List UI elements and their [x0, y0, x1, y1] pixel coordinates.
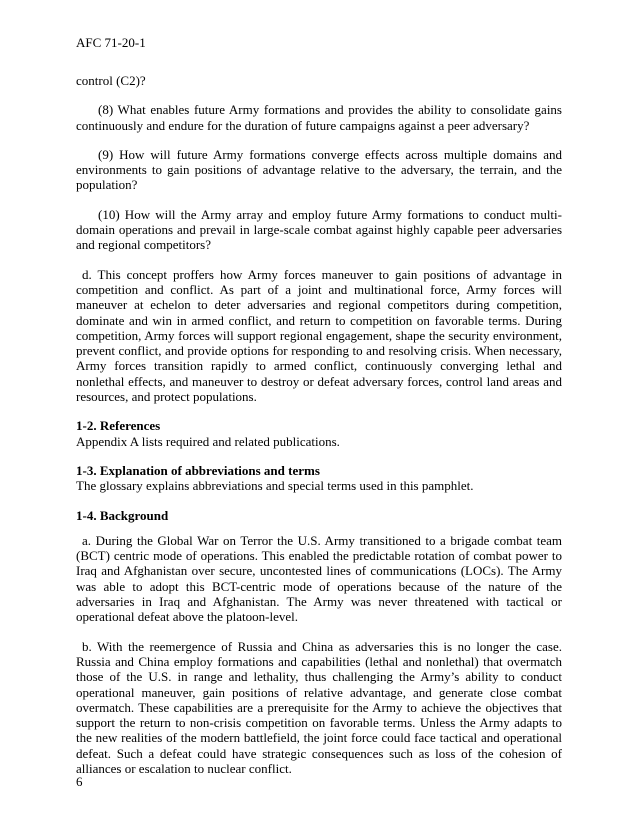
- section-heading: 1-4. Background: [76, 507, 169, 523]
- paragraph-d: d. This concept proffers how Army forces maneuver to gain positions of advantage in competition and conflict. As part of a joint and multinational force, Army forces will maneuver at echelon to deter adversaries and regional competitors during competition, dominate and win in armed conflict, and return to competition on favorable terms. During competition, Army forces will support regional engagement, shape the security environment, prevent conflict, and provide options for responding to and resolving crisis. When necessary, Army forces transition rapidly to armed conflict, continuously converging lethal and nonlethal effects, and maneuver to destroy or defeat adversary forces, control land areas and resources, and protect populations.: [76, 266, 562, 405]
- section-text: The glossary explains abbreviations and special terms used in this pamphlet.: [76, 478, 474, 494]
- section-text: Appendix A lists required and related publications.: [76, 433, 340, 449]
- section-background: [76, 508, 562, 523]
- document-id-header: AFC 71-20-1: [76, 35, 146, 50]
- section-abbreviations: [76, 463, 562, 494]
- page-body: [76, 73, 562, 790]
- page-number: 6: [76, 774, 83, 789]
- section-heading: 1-3. Explanation of abbreviations and terms: [76, 462, 320, 478]
- background-paragraph-b: b. With the reemergence of Russia and China as adversaries this is no longer the case. Russia and China employ formations and capabilities (lethal and nonlethal) that overmatch those of the U.S. in range and lethality, thus challenging the Army’s ability to conduct operational maneuver, gain positions of relative advantage, and generate close combat overmatch. These capabilities are a prerequisite for the Army to achieve the objectives that support the return to non-crisis competition on favorable terms. Unless the Army adapts to the new realities of the modern battlefield, the joint force could face tactical and operational defeat. Such a defeat could have strategic consequences such as loss of the cohesion of alliances or escalation to nuclear conflict.: [76, 638, 562, 776]
- question-10: (10) How will the Army array and employ future Army formations to conduct multi-domain operations and prevail in large-scale combat against highly capable peer adversaries and regional competitors?: [76, 206, 562, 253]
- question-9: (9) How will future Army formations converge effects across multiple domains and environments to gain positions of advantage relative to the adversary, the terrain, and the population?: [76, 146, 562, 193]
- section-references: [76, 418, 562, 449]
- question-8: (8) What enables future Army formations and provides the ability to consolidate gains continuously and endure for the duration of future campaigns against a peer adversary?: [76, 102, 562, 133]
- section-heading: 1-2. References: [76, 418, 161, 434]
- background-paragraph-a: a. During the Global War on Terror the U.S. Army transitioned to a brigade combat team (BCT) centric mode of operations. This enabled the predictable rotation of combat power to Iraq and Afghanistan over secure, uncontested lines of communications (LOCs). The Army was able to adopt this BCT-centric mode of operations because of the nature of the adversaries in Iraq and Afghanistan. The Army was never threatened with tactical or operational defeat above the platoon-level.: [76, 532, 562, 625]
- continued-text: control (C2)?: [76, 73, 146, 88]
